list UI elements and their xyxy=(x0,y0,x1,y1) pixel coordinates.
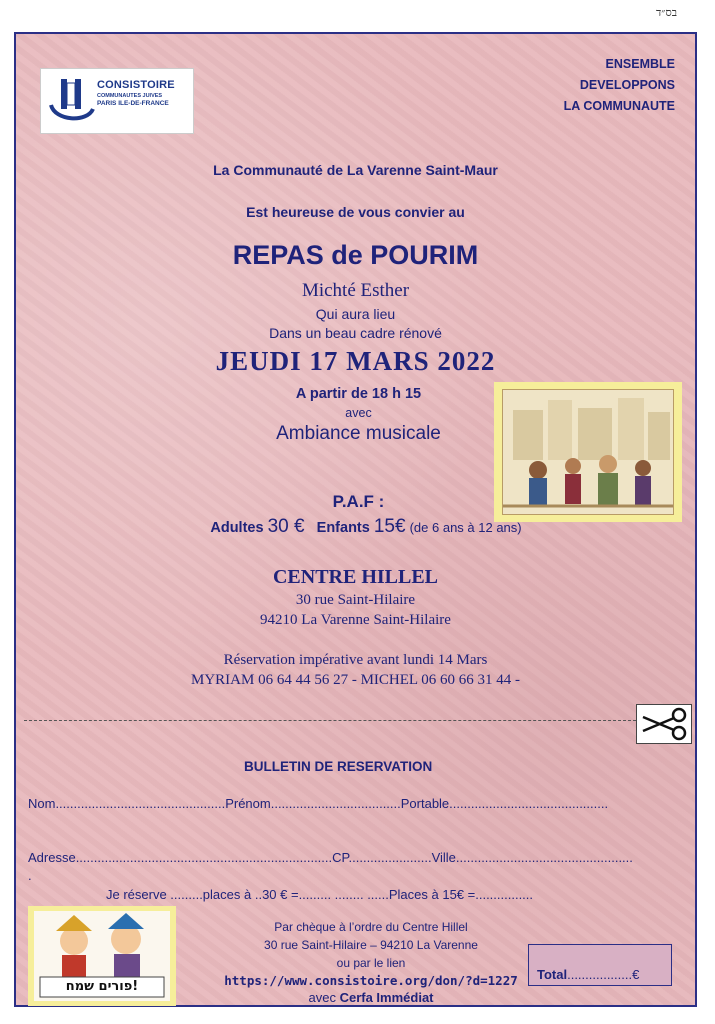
venue-name: CENTRE HILLEL xyxy=(272,566,439,588)
event-time: A partir de 18 h 15 xyxy=(295,386,422,402)
slogan xyxy=(564,54,675,117)
community-name: La Communauté de La Varenne Saint-Maur xyxy=(213,162,498,178)
payment-or-link: ou par le lien xyxy=(336,956,406,970)
location-description: Dans un beau cadre rénové xyxy=(269,325,442,341)
adults-price: 30 € xyxy=(267,516,305,537)
form-title: BULLETIN DE RESERVATION xyxy=(244,759,433,774)
price-line xyxy=(16,516,715,538)
with-label: avec xyxy=(345,406,372,420)
children-ages: (de 6 ans à 12 ans) xyxy=(409,520,522,535)
donation-link[interactable]: https://www.consistoire.org/don/?d=1227 xyxy=(224,973,518,988)
invitation-flyer xyxy=(14,32,697,1007)
payment-address: 30 rue Saint-Hilaire – 94210 La Varenne xyxy=(264,938,478,952)
invitation-intro: Est heureuse de vous convier au xyxy=(246,204,465,220)
cerfa-line xyxy=(196,990,546,1005)
cut-line xyxy=(24,720,636,721)
adults-label: Adultes xyxy=(210,520,264,536)
ambiance-label: Ambiance musicale xyxy=(276,423,441,444)
children-price: 15€ xyxy=(373,516,406,537)
paf-label: P.A.F : xyxy=(332,492,385,511)
location-intro: Qui aura lieu xyxy=(315,306,396,322)
total-dots: ..................€ xyxy=(567,967,640,982)
slogan-line-3: LA COMMUNAUTE xyxy=(563,99,675,113)
event-date: JEUDI 17 MARS 2022 xyxy=(215,346,496,376)
children-label: Enfants xyxy=(316,520,370,536)
total-field xyxy=(537,967,639,982)
reservation-quantity-line[interactable]: Je réserve .........places à ..30 € =......... ........ ......Places à 15€ =................ xyxy=(106,887,534,902)
venue-city: 94210 La Varenne Saint-Hilaire xyxy=(260,612,451,628)
event-title: REPAS de POURIM xyxy=(232,240,479,270)
total-box[interactable] xyxy=(528,944,672,986)
scissors-icon xyxy=(636,704,692,744)
name-fields-line[interactable]: Nom...............................................Prénom....................................Portable............................................ xyxy=(28,796,609,811)
logo-subtitle: COMMUNAUTES JUIVES xyxy=(97,93,163,99)
address-fields-line[interactable]: Adresse.......................................................................CP.......................Ville................................................. xyxy=(28,850,633,865)
contact-phones: MYRIAM 06 64 44 56 27 - MICHEL 06 60 66 31 44 - xyxy=(190,672,521,688)
cerfa-prefix: avec xyxy=(308,990,340,1005)
torah-scroll-icon xyxy=(47,75,95,125)
slogan-line-1: ENSEMBLE xyxy=(605,57,675,71)
cerfa-bold: Cerfa Immédiat xyxy=(339,990,434,1005)
event-subtitle: Michté Esther xyxy=(301,280,410,301)
logo-region: PARIS ILE-DE-FRANCE xyxy=(97,100,169,107)
slogan-line-2: DEVELOPPONS xyxy=(579,78,675,92)
purim-sameach-image xyxy=(28,906,176,1006)
form-dot: . xyxy=(28,868,32,883)
purim-caption: פורים שמח! xyxy=(65,979,139,994)
payment-cheque: Par chèque à l’ordre du Centre Hillel xyxy=(274,920,468,934)
reservation-deadline: Réservation impérative avant lundi 14 Mars xyxy=(223,652,488,668)
total-label: Total xyxy=(537,967,568,982)
venue-street: 30 rue Saint-Hilaire xyxy=(295,592,416,608)
logo-title: CONSISTOIRE xyxy=(97,79,175,91)
consistoire-logo xyxy=(40,68,194,134)
bsd-header: בס״ד xyxy=(655,6,677,19)
